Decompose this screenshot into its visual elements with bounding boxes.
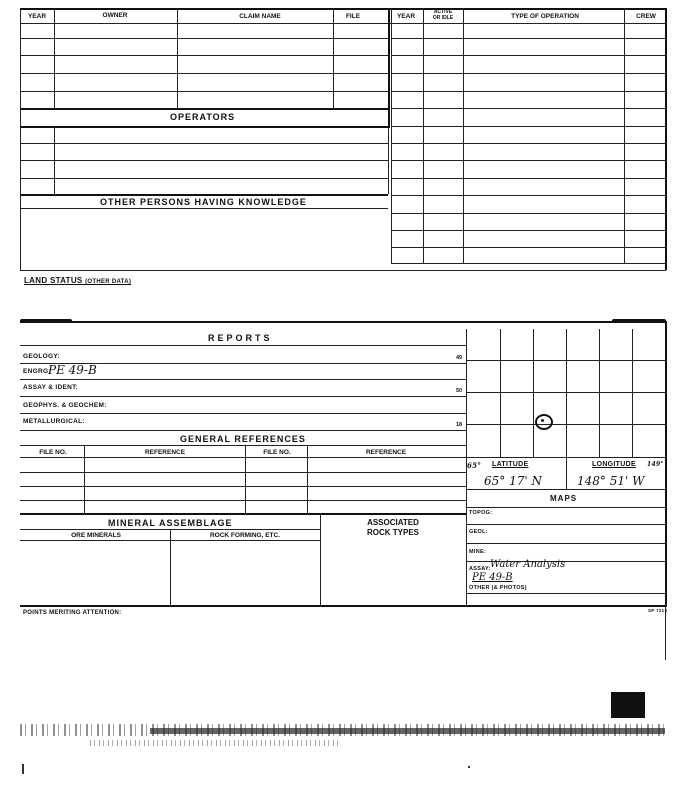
lat-prefix: 65°: [467, 461, 482, 470]
land-status-text: LAND STATUS: [24, 276, 83, 285]
num-50: 50: [456, 388, 463, 394]
latitude-label: LATITUDE: [492, 461, 529, 468]
other-persons-heading: OTHER PERSONS HAVING KNOWLEDGE: [100, 197, 307, 207]
engrg-value: PE 49-B: [48, 363, 97, 377]
geology-label: GEOLOGY:: [23, 353, 60, 360]
header-owner: OWNER: [102, 12, 128, 19]
header-or-idle: OR IDLE: [432, 15, 454, 21]
operators-heading: OPERATORS: [170, 112, 236, 122]
assay-value-2: PE 49-B: [472, 572, 513, 583]
header-type-of-operation: TYPE OF OPERATION: [511, 13, 579, 20]
associated-rock-types-2: ROCK TYPES: [366, 528, 419, 537]
ref-reference-1: REFERENCE: [144, 449, 186, 456]
geophys-label: GEOPHYS. & GEOCHEM:: [23, 402, 107, 409]
header-year: YEAR: [27, 13, 47, 20]
long-suffix: 149°: [647, 461, 664, 468]
other-photos-label: OTHER (& PHOTOS): [469, 585, 527, 591]
geol-label: GEOL:: [469, 529, 488, 535]
assay-ident-label: ASSAY & IDENT:: [23, 384, 79, 391]
ref-file-no-2: FILE NO.: [263, 449, 291, 456]
header-active: ACTIVE: [433, 9, 453, 15]
num-18: 18: [456, 422, 463, 428]
location-marker-icon: [535, 414, 553, 430]
metallurgical-label: METALLURGICAL:: [23, 418, 85, 425]
latitude-value: 65° 17' N: [484, 474, 542, 488]
land-status-label: [24, 276, 131, 285]
header-year-2: YEAR: [396, 13, 416, 20]
longitude-label: LONGITUDE: [592, 461, 636, 468]
header-file: FILE: [345, 13, 361, 20]
topog-label: TOPOG:: [469, 510, 493, 516]
land-status-sub: (OTHER DATA): [85, 279, 132, 285]
associated-rock-types-1: ASSOCIATED: [367, 518, 419, 527]
longitude-value: 148° 51' W: [577, 474, 645, 488]
ore-minerals-header: ORE MINERALS: [71, 532, 121, 539]
header-crew: CREW: [636, 13, 656, 20]
engrg-label: ENGRG:: [23, 368, 51, 375]
form-code: SP 7213: [648, 608, 668, 613]
header-claim-name: CLAIM NAME: [239, 13, 281, 20]
mine-label: MINE:: [469, 549, 487, 555]
maps-heading: MAPS: [550, 494, 578, 503]
assay-value: Water Analysis: [490, 559, 566, 570]
ref-reference-2: REFERENCE: [365, 449, 407, 456]
reports-title: REPORTS: [208, 333, 273, 343]
num-49: 49: [456, 355, 463, 361]
mineral-assemblage-title: MINERAL ASSEMBLAGE: [108, 518, 233, 528]
rock-forming-header: ROCK FORMING, ETC.: [209, 532, 281, 539]
general-references-title: GENERAL REFERENCES: [180, 434, 306, 444]
assay-label: ASSAY:: [469, 566, 491, 572]
points-meriting-label: POINTS MERITING ATTENTION:: [23, 610, 122, 616]
ref-file-no-1: FILE NO.: [39, 449, 67, 456]
